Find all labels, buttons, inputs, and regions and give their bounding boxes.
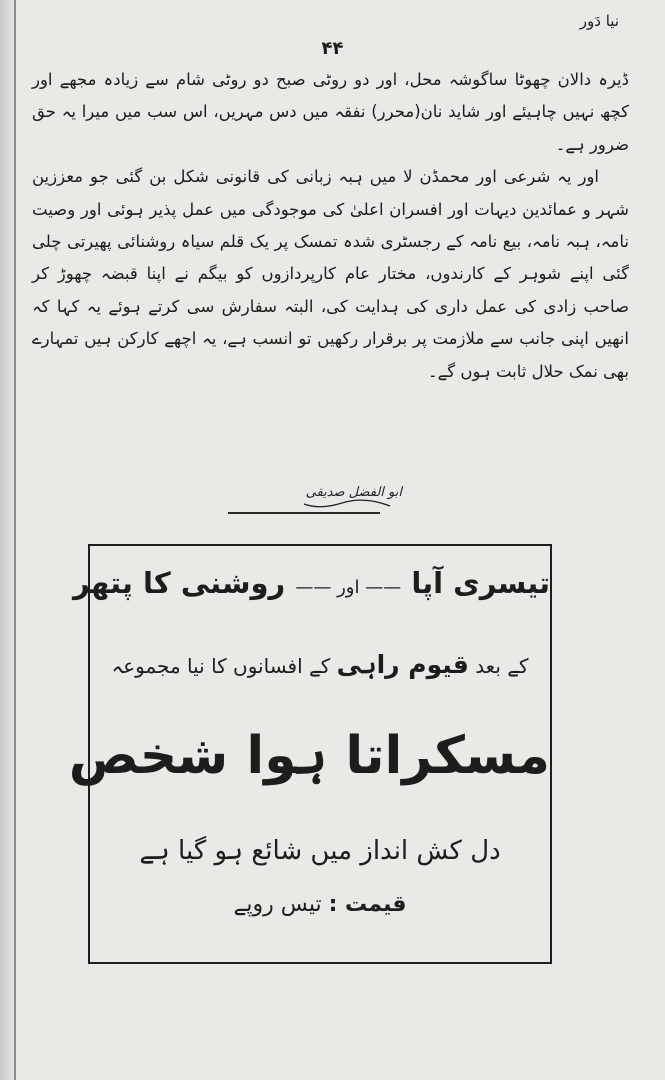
- ad-line2-suffix: کے افسانوں کا نیا مجموعہ: [111, 654, 331, 678]
- binding-edge: [14, 0, 16, 1080]
- ad-book-title: مسکراتا ہوا شخص: [68, 726, 550, 786]
- body-text: [32, 64, 629, 388]
- ad-book1: تیسری آپا: [411, 566, 550, 600]
- paragraph-2: اور یہ شرعی اور محمڈن لا میں ہبہ زبانی کی قانونی شکل بن گئی جو معززین شہر و عمائدین دیہات اور افسران اعلیٰ کی موجودگی میں عمل پذیر ہوئی اور وصیت نامہ، ہبہ نامہ، بیع نامہ کے رجسٹری شدہ تمسک پر یک قلم سیاہ روشنائی پھیرتی چلی گئی اپنے شوہر کے کارندوں، مختار عام کارپردازوں کو بیگم نے اپنا قبضہ چھوڑ کر صاحب زادی کی عمل داری کی ہدایت کی، البتہ سفارش سی کرتے ہوئے یہ کہا کہ انھیں اپنی جانب سے ملازمت پر برقرار رکھیں تو انسب ہے، یہ اچھے کارکن ہیں تمہارے بھی نمک حلال ثابت ہوں گے۔: [32, 167, 629, 381]
- paragraph-1: ڈیرہ دالان چھوٹا ساگوشہ محل، اور دو روٹی صبح دو روٹی شام سے زیادہ مجھے اور کچھ نہیں چاہیئے اور شاید نان(محرر) نفقہ میں دس مہریں، اس سب میں میرا یہ حق ضرور ہے۔: [32, 70, 629, 154]
- ad-price-label: قیمت :: [328, 892, 407, 917]
- section-divider: [228, 512, 380, 514]
- page-header: [40, 6, 619, 34]
- signature-text: ابو الفضل صدیقی: [305, 485, 402, 500]
- ad-published-note: دل کش انداز میں شائع ہو گیا ہے: [139, 836, 501, 866]
- running-head: نیا دَور: [579, 12, 619, 30]
- author-signature: [290, 470, 410, 516]
- ad-price-value: تیس روپے: [233, 892, 322, 917]
- page-number: ۴۴: [321, 38, 344, 59]
- ad-author-line: [90, 650, 550, 679]
- ad-line2-prefix: کے بعد: [475, 654, 529, 678]
- ad-separator: —— اور ——: [295, 577, 402, 598]
- ad-previous-books: [72, 566, 550, 600]
- ad-book2: روشنی کا پتھر: [72, 566, 286, 600]
- ad-author: قیوم راہی: [336, 650, 469, 679]
- ad-price: [90, 892, 550, 917]
- book-advertisement: [68, 544, 552, 964]
- signature-mark: [290, 470, 410, 516]
